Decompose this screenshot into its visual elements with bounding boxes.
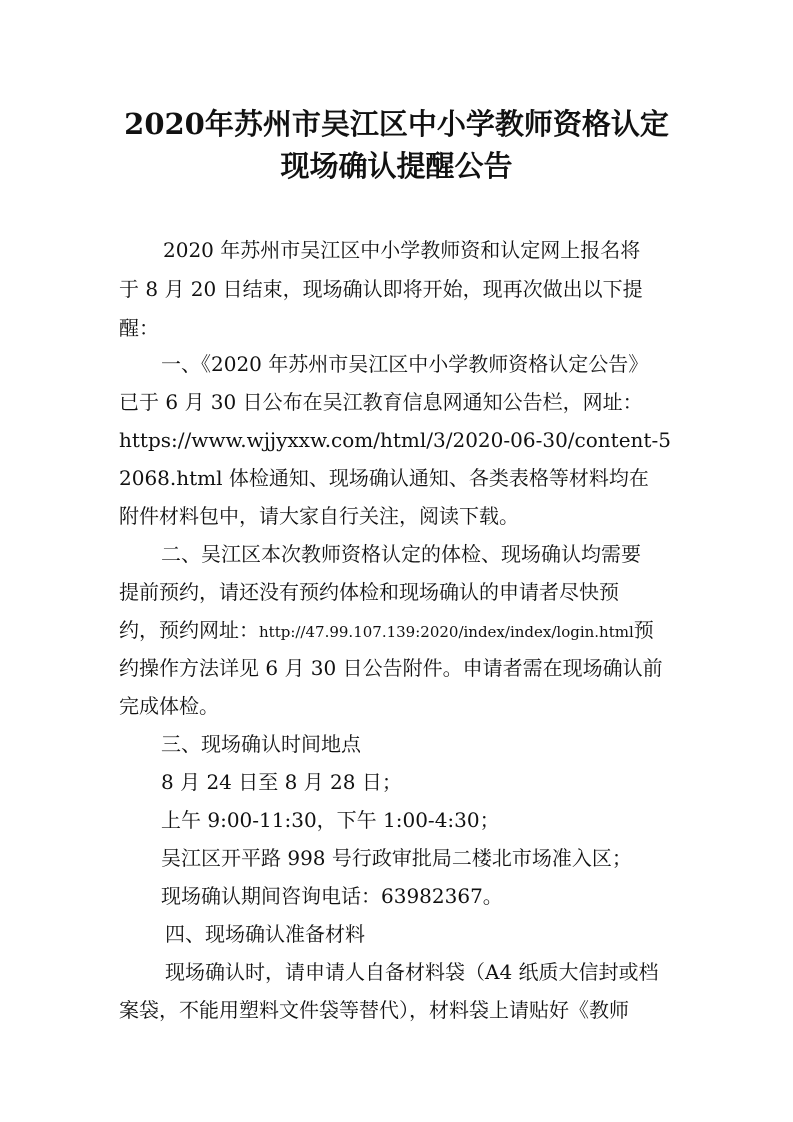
section-4-heading: 四、现场确认准备材料 (165, 922, 365, 946)
section-2-line-3 (119, 615, 654, 645)
section-2-line-5: 完成体检。 (119, 694, 219, 718)
section-2-line-1: 二、吴江区本次教师资格认定的体检、现场确认均需要 (161, 542, 641, 566)
document-title-line-1 (0, 104, 793, 144)
section-3-phone: 现场确认期间咨询电话：63982367。 (161, 884, 503, 908)
section-3-date: 8 月 24 日至 8 月 28 日； (161, 770, 402, 794)
intro-line-2: 于 8 月 20 日结束，现场确认即将开始，现再次做出以下提 (119, 277, 643, 301)
section-2-line-4: 约操作方法详见 6 月 30 日公告附件。申请者需在现场确认前 (119, 656, 663, 680)
section-3-place: 吴江区开平路 998 号行政审批局二楼北市场准入区； (161, 846, 632, 870)
section-1-line-1: 一、《2020 年苏州市吴江区中小学教师资格认定公告》 (161, 352, 649, 376)
section-1-url-line: https://www.wjjyxxw.com/html/3/2020-06-30/content-5 (119, 428, 671, 452)
section-4-line-2: 案袋，不能用塑料文件袋等替代），材料袋上请贴好《教师 (119, 998, 629, 1022)
section-2-line-3-prefix: 约，预约网址： (119, 618, 259, 642)
section-2-line-2: 提前预约，请还没有预约体检和现场确认的申请者尽快预 (119, 580, 619, 604)
section-1-line-4: 2068.html 体检通知、现场确认通知、各类表格等材料均在 (119, 466, 649, 490)
section-1-line-2: 已于 6 月 30 日公布在吴江教育信息网通知公告栏，网址： (119, 390, 643, 414)
title-text: 2020年苏州市吴江区中小学教师资格认定 (124, 107, 669, 141)
intro-line-1: 2020 年苏州市吴江区中小学教师资和认定网上报名将 (163, 238, 641, 262)
section-1-line-5: 附件材料包中，请大家自行关注，阅读下载。 (119, 504, 519, 528)
intro-line-3: 醒： (119, 316, 159, 340)
booking-url: http://47.99.107.139:2020/index/index/login.html (259, 623, 634, 641)
document-title-line-2 (0, 146, 793, 186)
title-text: 现场确认提醒公告 (280, 149, 513, 183)
section-3-time: 上午 9:00-11:30，下午 1:00-4:30； (161, 808, 500, 832)
section-2-line-3-suffix: 预 (633, 618, 654, 642)
section-3-heading: 三、现场确认时间地点 (161, 732, 361, 756)
section-4-line-1: 现场确认时，请申请人自备材料袋（A4 纸质大信封或档 (165, 960, 659, 984)
